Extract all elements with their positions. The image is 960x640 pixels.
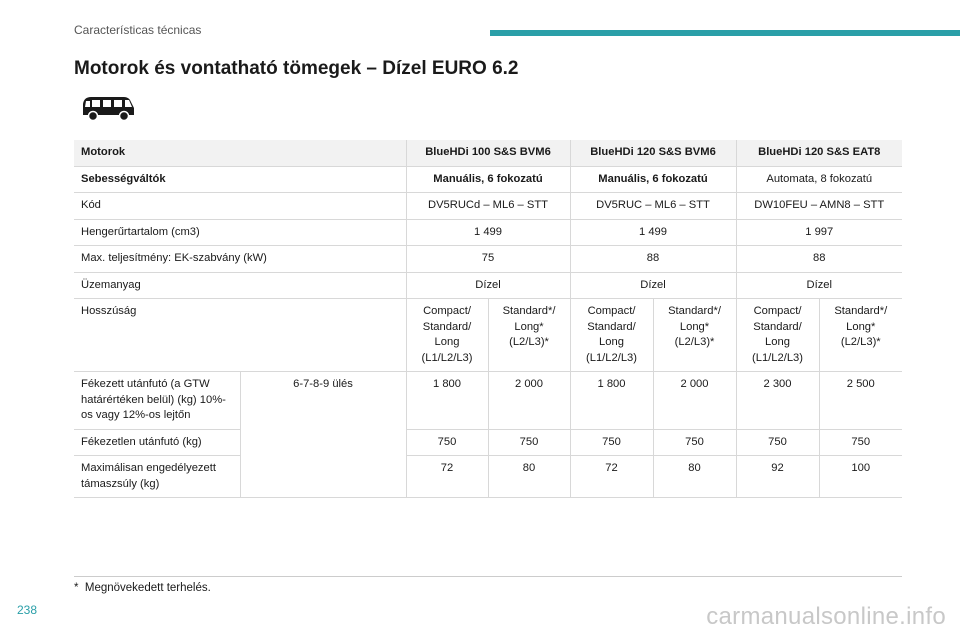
table-row (74, 246, 902, 273)
row-label: Maximálisan engedélyezett támaszsúly (kg) (74, 456, 240, 498)
engine-2: BlueHDi 120 S&S BVM6 (570, 140, 736, 166)
cell: DV5RUC – ML6 – STT (570, 193, 736, 220)
footnote-text: Megnövekedett terhelés. (84, 582, 211, 594)
seats-cell: 6-7-8-9 ülés (240, 372, 406, 498)
cell: DW10FEU – AMN8 – STT (736, 193, 902, 220)
van-icon (80, 94, 136, 122)
cell: 100 (819, 456, 902, 498)
table-row (74, 456, 902, 498)
cell: Manuális, 6 fokozatú (406, 166, 570, 193)
row-label: Max. teljesítmény: EK-szabvány (kW) (74, 246, 406, 273)
row-label: Kód (74, 193, 406, 220)
page-number: 238 (17, 603, 38, 617)
cell: 2 300 (736, 372, 819, 430)
cell: 80 (653, 456, 736, 498)
row-label: Sebességváltók (74, 166, 406, 193)
row-label: Hengerűrtartalom (cm3) (74, 219, 406, 246)
table-row (74, 140, 902, 166)
table-row (74, 166, 902, 193)
cell: Dízel (570, 272, 736, 299)
cell: 750 (653, 429, 736, 456)
section-label: Características técnicas (74, 23, 202, 37)
cell: 80 (488, 456, 570, 498)
table-row (74, 193, 902, 220)
engine-1: BlueHDi 100 S&S BVM6 (406, 140, 570, 166)
table-row (74, 372, 902, 430)
cell: 1 997 (736, 219, 902, 246)
cell: 88 (736, 246, 902, 273)
table-row (74, 429, 902, 456)
cell: 72 (570, 456, 653, 498)
cell: DV5RUCd – ML6 – STT (406, 193, 570, 220)
cell: 72 (406, 456, 488, 498)
footnote-divider (74, 576, 902, 577)
cell: 750 (736, 429, 819, 456)
cell: 750 (570, 429, 653, 456)
cell: 88 (570, 246, 736, 273)
cell: 75 (406, 246, 570, 273)
cell: Compact/ Standard/ Long (L1/L2/L3) (736, 299, 819, 372)
cell: 1 499 (570, 219, 736, 246)
cell: 2 500 (819, 372, 902, 430)
watermark: carmanualsonline.info (706, 603, 946, 630)
table-row (74, 299, 902, 372)
table-row (74, 219, 902, 246)
engine-3: BlueHDi 120 S&S EAT8 (736, 140, 902, 166)
cell: 750 (819, 429, 902, 456)
cell: 2 000 (488, 372, 570, 430)
cell: 1 800 (570, 372, 653, 430)
cell: 92 (736, 456, 819, 498)
cell: 1 800 (406, 372, 488, 430)
cell: Compact/ Standard/ Long (L1/L2/L3) (406, 299, 488, 372)
cell: Dízel (736, 272, 902, 299)
row-label: Fékezetlen utánfutó (kg) (74, 429, 240, 456)
row-label: Üzemanyag (74, 272, 406, 299)
cell: 750 (406, 429, 488, 456)
cell: Dízel (406, 272, 570, 299)
row-label: Hosszúság (74, 299, 406, 372)
page-title: Motorok és vontatható tömegek – Dízel EURO 6.2 (74, 58, 519, 79)
cell: Compact/ Standard/ Long (L1/L2/L3) (570, 299, 653, 372)
cell: Automata, 8 fokozatú (736, 166, 902, 193)
cell: Standard*/ Long* (L2/L3)* (653, 299, 736, 372)
accent-bar (490, 30, 960, 36)
table-row (74, 272, 902, 299)
specs-table (74, 140, 902, 498)
cell: 1 499 (406, 219, 570, 246)
footnote-marker: * (74, 582, 79, 594)
cell: Standard*/ Long* (L2/L3)* (819, 299, 902, 372)
footnote (74, 582, 211, 594)
cell: Standard*/ Long* (L2/L3)* (488, 299, 570, 372)
cell: Manuális, 6 fokozatú (570, 166, 736, 193)
header-label: Motorok (74, 140, 406, 166)
cell: 2 000 (653, 372, 736, 430)
cell: 750 (488, 429, 570, 456)
row-label: Fékezett utánfutó (a GTW határértéken belül) (kg) 10%-os vagy 12%-os lejtőn (74, 372, 240, 430)
